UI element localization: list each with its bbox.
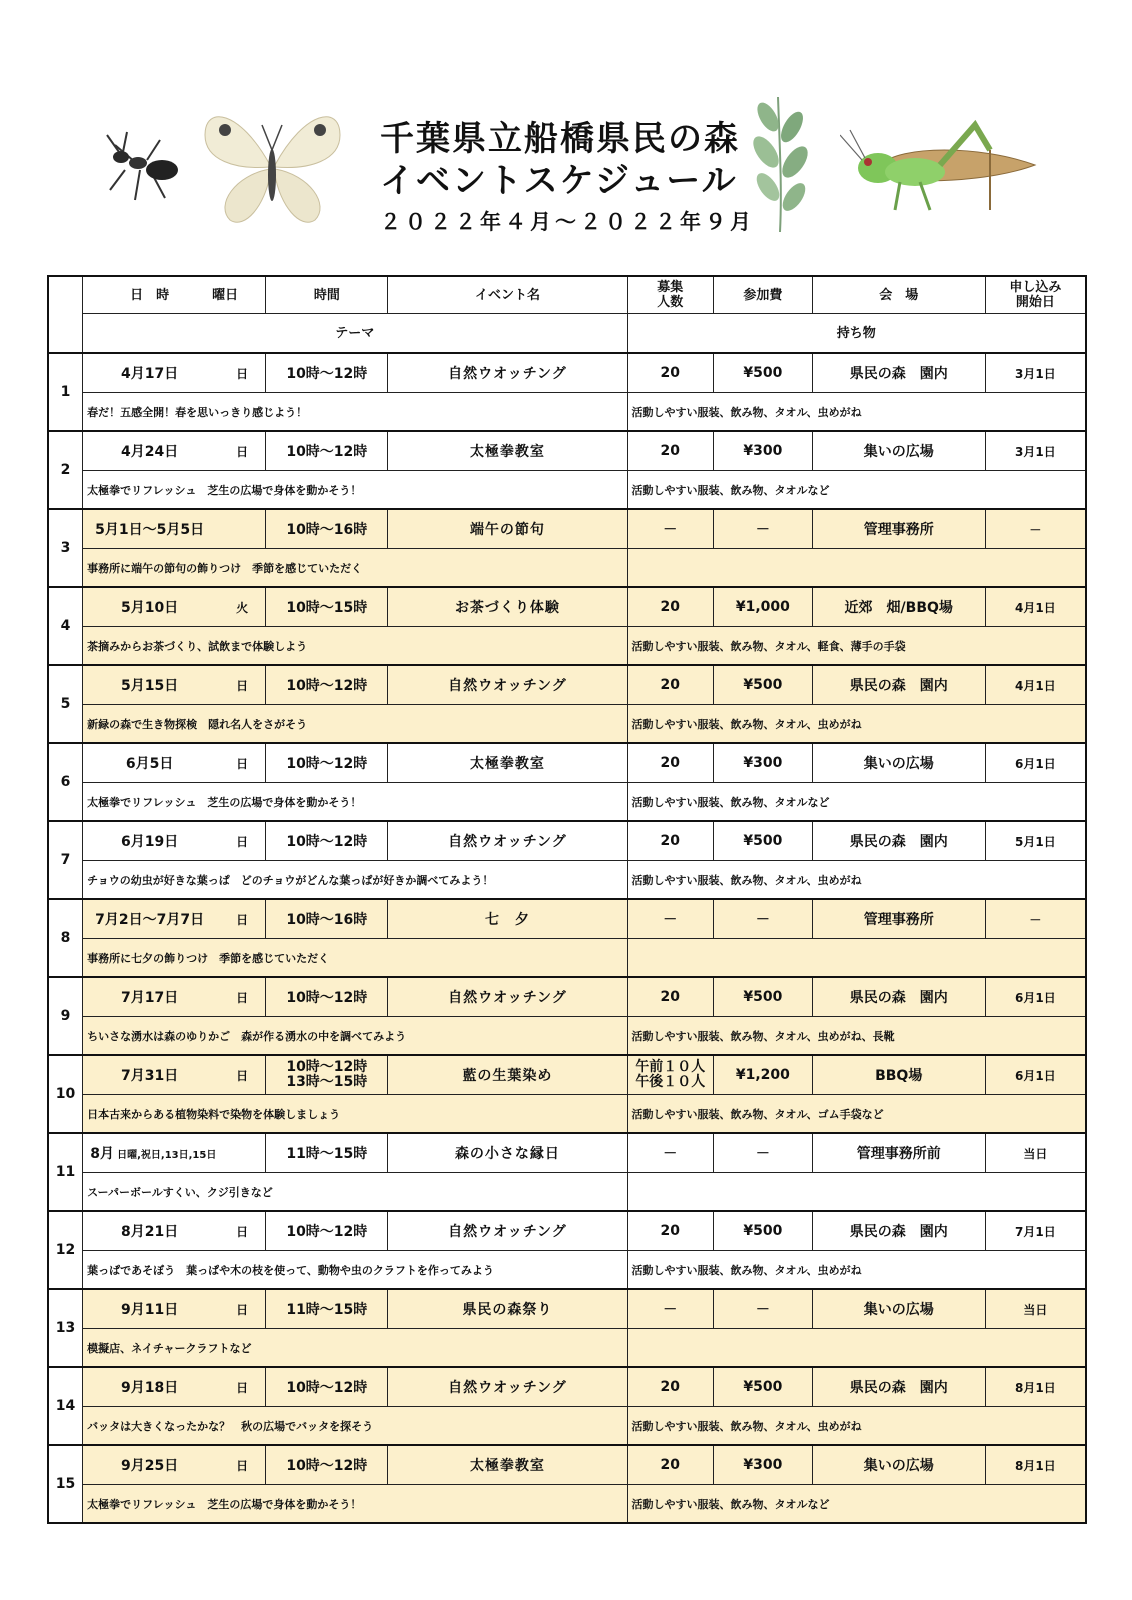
event-items: 活動しやすい服装、飲み物、タオルなど <box>627 471 1086 510</box>
event-capacity: 20 <box>627 587 714 627</box>
event-time: 10時～12時 <box>266 1367 388 1407</box>
event-name: 端午の節句 <box>388 509 627 549</box>
event-fee: ¥300 <box>714 431 813 471</box>
table-row <box>48 977 1086 1017</box>
event-venue: 集いの広場 <box>812 1289 985 1329</box>
row-number: 3 <box>48 509 83 587</box>
table-row <box>48 1133 1086 1173</box>
event-items: 活動しやすい服装、飲み物、タオル、虫めがね <box>627 1251 1086 1290</box>
event-items: 活動しやすい服装、飲み物、タオル、虫めがね、長靴 <box>627 1017 1086 1056</box>
table-row <box>48 587 1086 627</box>
table-row-detail <box>48 1485 1086 1524</box>
event-date: 7月31日 日 <box>83 1055 266 1095</box>
event-name: 県民の森祭り <box>388 1289 627 1329</box>
event-date: 5月15日 日 <box>83 665 266 705</box>
event-apply-start: － <box>985 509 1086 549</box>
event-venue: 県民の森 園内 <box>812 1211 985 1251</box>
event-time: 10時～12時 <box>266 1445 388 1485</box>
schedule-table <box>47 275 1087 1524</box>
event-capacity: 20 <box>627 821 714 861</box>
event-capacity: 午前１０人 午後１０人 <box>627 1055 714 1095</box>
event-apply-start: 3月1日 <box>985 431 1086 471</box>
event-time: 10時～16時 <box>266 899 388 939</box>
header <box>0 0 1132 260</box>
event-theme: ちいさな湧水は森のゆりかご 森が作る湧水の中を調べてみよう <box>83 1017 627 1056</box>
event-capacity: － <box>627 899 714 939</box>
event-weekday: 日 <box>236 757 249 771</box>
grasshopper-icon <box>840 110 1040 220</box>
event-items: 活動しやすい服装、飲み物、タオル、ゴム手袋など <box>627 1095 1086 1134</box>
header-items: 持ち物 <box>627 314 1086 354</box>
event-time: 10時～15時 <box>266 587 388 627</box>
row-number: 1 <box>48 353 83 431</box>
event-capacity: 20 <box>627 353 714 393</box>
event-date: 7月17日 日 <box>83 977 266 1017</box>
event-fee: ¥300 <box>714 1445 813 1485</box>
event-apply-start: 6月1日 <box>985 977 1086 1017</box>
event-date: 4月24日 日 <box>83 431 266 471</box>
event-weekday: 日 <box>236 1459 249 1473</box>
table-row <box>48 1445 1086 1485</box>
event-apply-start: － <box>985 899 1086 939</box>
table-row-detail <box>48 705 1086 744</box>
row-number: 6 <box>48 743 83 821</box>
event-date: 4月17日 日 <box>83 353 266 393</box>
event-theme: 模擬店、ネイチャークラフトなど <box>83 1329 627 1368</box>
butterfly-icon <box>200 105 345 230</box>
event-time: 10時～12時 <box>266 1211 388 1251</box>
event-fee: － <box>714 1289 813 1329</box>
event-capacity: － <box>627 509 714 549</box>
event-apply-start: 7月1日 <box>985 1211 1086 1251</box>
event-fee: ¥500 <box>714 353 813 393</box>
event-date: 6月5日 日 <box>83 743 266 783</box>
event-items: 活動しやすい服装、飲み物、タオルなど <box>627 1485 1086 1524</box>
event-weekday: 日 <box>236 1225 249 1239</box>
table-row-detail <box>48 1329 1086 1368</box>
event-apply-start: 3月1日 <box>985 353 1086 393</box>
event-name: 自然ウオッチング <box>388 1367 627 1407</box>
event-name: 太極拳教室 <box>388 1445 627 1485</box>
table-row <box>48 1367 1086 1407</box>
event-date: 9月18日 日 <box>83 1367 266 1407</box>
event-name: 七 夕 <box>388 899 627 939</box>
event-items: 活動しやすい服装、飲み物、タオル、虫めがね <box>627 1407 1086 1446</box>
event-time: 10時～12時 <box>266 665 388 705</box>
event-theme: スーパーボールすくい、クジ引きなど <box>83 1173 627 1212</box>
header-theme: テーマ <box>83 314 627 354</box>
event-theme: 太極拳でリフレッシュ 芝生の広場で身体を動かそう！ <box>83 783 627 822</box>
row-number: 8 <box>48 899 83 977</box>
event-name: 藍の生葉染め <box>388 1055 627 1095</box>
event-items: 活動しやすい服装、飲み物、タオル、軽食、薄手の手袋 <box>627 627 1086 666</box>
event-weekday: 日曜,祝日,13日,15日 <box>117 1150 217 1161</box>
row-number: 2 <box>48 431 83 509</box>
event-date: 5月10日 火 <box>83 587 266 627</box>
event-apply-start: 6月1日 <box>985 743 1086 783</box>
event-theme: 葉っぱであそぼう 葉っぱや木の枝を使って、動物や虫のクラフトを作ってみよう <box>83 1251 627 1290</box>
event-date: 5月1日～5月5日 <box>83 509 266 549</box>
event-time: 10時～12時 13時～15時 <box>266 1055 388 1095</box>
event-fee: ¥500 <box>714 977 813 1017</box>
event-name: 自然ウオッチング <box>388 353 627 393</box>
event-fee: ¥1,200 <box>714 1055 813 1095</box>
event-theme: 春だ！五感全開！春を思いっきり感じよう！ <box>83 393 627 432</box>
event-capacity: － <box>627 1133 714 1173</box>
table-row-detail <box>48 1407 1086 1446</box>
event-venue: 県民の森 園内 <box>812 353 985 393</box>
row-number: 15 <box>48 1445 83 1523</box>
event-name: 自然ウオッチング <box>388 665 627 705</box>
event-name: 太極拳教室 <box>388 743 627 783</box>
header-time: 時間 <box>266 276 388 314</box>
schedule-rows <box>48 353 1086 1523</box>
event-fee: － <box>714 509 813 549</box>
event-name: 森の小さな縁日 <box>388 1133 627 1173</box>
event-time: 11時～15時 <box>266 1289 388 1329</box>
event-venue: 県民の森 園内 <box>812 821 985 861</box>
event-theme: 茶摘みからお茶づくり、試飲まで体験しよう <box>83 627 627 666</box>
event-capacity: 20 <box>627 743 714 783</box>
header-event: イベント名 <box>388 276 627 314</box>
event-capacity: 20 <box>627 431 714 471</box>
event-apply-start: 当日 <box>985 1133 1086 1173</box>
event-weekday: 日 <box>236 835 249 849</box>
event-apply-start: 4月1日 <box>985 587 1086 627</box>
event-apply-start: 6月1日 <box>985 1055 1086 1095</box>
event-name: お茶づくり体験 <box>388 587 627 627</box>
event-date: 6月19日 日 <box>83 821 266 861</box>
event-weekday: 火 <box>236 601 249 615</box>
event-theme: 事務所に七夕の飾りつけ 季節を感じていただく <box>83 939 627 978</box>
table-row-detail <box>48 1095 1086 1134</box>
event-theme: 事務所に端午の節句の飾りつけ 季節を感じていただく <box>83 549 627 588</box>
event-theme: 太極拳でリフレッシュ 芝生の広場で身体を動かそう！ <box>83 471 627 510</box>
event-time: 10時～12時 <box>266 431 388 471</box>
event-name: 自然ウオッチング <box>388 1211 627 1251</box>
title-period: ２０２２年４月～２０２２年９月 <box>380 210 755 234</box>
row-number: 5 <box>48 665 83 743</box>
table-row-detail <box>48 549 1086 588</box>
event-time: 11時～15時 <box>266 1133 388 1173</box>
event-theme: 新緑の森で生き物探検 隠れ名人をさがそう <box>83 705 627 744</box>
event-capacity: － <box>627 1289 714 1329</box>
event-venue: 管理事務所前 <box>812 1133 985 1173</box>
event-time: 10時～12時 <box>266 353 388 393</box>
event-date: 8月 日曜,祝日,13日,15日 <box>83 1133 266 1173</box>
event-capacity: 20 <box>627 665 714 705</box>
table-row <box>48 821 1086 861</box>
event-fee: － <box>714 899 813 939</box>
event-capacity: 20 <box>627 1445 714 1485</box>
event-name: 自然ウオッチング <box>388 977 627 1017</box>
event-apply-start: 5月1日 <box>985 821 1086 861</box>
table-row-detail <box>48 627 1086 666</box>
event-items <box>627 1329 1086 1368</box>
event-weekday: 日 <box>236 1069 249 1083</box>
event-weekday: 日 <box>236 1303 249 1317</box>
event-fee: ¥500 <box>714 821 813 861</box>
row-number: 13 <box>48 1289 83 1367</box>
event-time: 10時～12時 <box>266 977 388 1017</box>
table-row-detail <box>48 783 1086 822</box>
event-venue: BBQ場 <box>812 1055 985 1095</box>
event-time: 10時～12時 <box>266 743 388 783</box>
event-capacity: 20 <box>627 1367 714 1407</box>
event-date: 8月21日 日 <box>83 1211 266 1251</box>
table-row <box>48 665 1086 705</box>
table-row <box>48 509 1086 549</box>
table-row-detail <box>48 471 1086 510</box>
event-time: 10時～12時 <box>266 821 388 861</box>
event-date: 9月25日 日 <box>83 1445 266 1485</box>
header-apply-start: 申し込み開始日 <box>985 276 1086 314</box>
event-apply-start: 8月1日 <box>985 1367 1086 1407</box>
table-row-detail <box>48 1173 1086 1212</box>
event-time: 10時～16時 <box>266 509 388 549</box>
event-venue: 集いの広場 <box>812 1445 985 1485</box>
row-number: 7 <box>48 821 83 899</box>
event-name: 自然ウオッチング <box>388 821 627 861</box>
row-number: 9 <box>48 977 83 1055</box>
event-apply-start: 4月1日 <box>985 665 1086 705</box>
event-venue: 近郊 畑/BBQ場 <box>812 587 985 627</box>
title-line1: 千葉県立船橋県民の森 <box>380 119 740 159</box>
table-row-detail <box>48 861 1086 900</box>
event-fee: ¥1,000 <box>714 587 813 627</box>
event-weekday: 日 <box>236 1381 249 1395</box>
header-capacity: 募集人数 <box>627 276 714 314</box>
event-items: 活動しやすい服装、飲み物、タオル、虫めがね <box>627 705 1086 744</box>
event-capacity: 20 <box>627 1211 714 1251</box>
table-row <box>48 353 1086 393</box>
row-number: 12 <box>48 1211 83 1289</box>
event-items: 活動しやすい服装、飲み物、タオルなど <box>627 783 1086 822</box>
event-theme: バッタは大きくなったかな？ 秋の広場でバッタを探そう <box>83 1407 627 1446</box>
event-capacity: 20 <box>627 977 714 1017</box>
event-venue: 県民の森 園内 <box>812 665 985 705</box>
event-venue: 県民の森 園内 <box>812 1367 985 1407</box>
event-apply-start: 8月1日 <box>985 1445 1086 1485</box>
table-row-detail <box>48 1017 1086 1056</box>
event-items: 活動しやすい服装、飲み物、タオル、虫めがね <box>627 861 1086 900</box>
event-apply-start: 当日 <box>985 1289 1086 1329</box>
event-fee: ¥500 <box>714 1367 813 1407</box>
event-items <box>627 549 1086 588</box>
event-venue: 集いの広場 <box>812 431 985 471</box>
table-row <box>48 743 1086 783</box>
table-row-detail <box>48 393 1086 432</box>
table-row-detail <box>48 1251 1086 1290</box>
event-weekday: 日 <box>236 367 249 381</box>
event-venue: 管理事務所 <box>812 509 985 549</box>
event-venue: 県民の森 園内 <box>812 977 985 1017</box>
event-weekday: 日 <box>236 991 249 1005</box>
event-fee: ¥300 <box>714 743 813 783</box>
header-datetime: 日 時 曜日 <box>83 276 266 314</box>
title-block <box>380 118 770 236</box>
table-row <box>48 1289 1086 1329</box>
row-number: 4 <box>48 587 83 665</box>
event-weekday: 日 <box>236 913 249 927</box>
event-date: 7月2日～7月7日 日 <box>83 899 266 939</box>
header-venue: 会 場 <box>812 276 985 314</box>
row-number: 11 <box>48 1133 83 1211</box>
event-theme: チョウの幼虫が好きな葉っぱ どのチョウがどんな葉っぱが好きか調べてみよう！ <box>83 861 627 900</box>
table-row <box>48 431 1086 471</box>
table-row <box>48 899 1086 939</box>
table-row <box>48 1211 1086 1251</box>
event-theme: 太極拳でリフレッシュ 芝生の広場で身体を動かそう！ <box>83 1485 627 1524</box>
event-venue: 集いの広場 <box>812 743 985 783</box>
event-weekday: 日 <box>236 445 249 459</box>
table-row-detail <box>48 939 1086 978</box>
event-items <box>627 1173 1086 1212</box>
table-row <box>48 1055 1086 1095</box>
event-name: 太極拳教室 <box>388 431 627 471</box>
event-weekday: 日 <box>236 679 249 693</box>
title-line2: イベントスケジュール <box>380 161 738 201</box>
event-fee: － <box>714 1133 813 1173</box>
event-theme: 日本古来からある植物染料で染物を体験しましょう <box>83 1095 627 1134</box>
row-number: 10 <box>48 1055 83 1133</box>
event-date: 9月11日 日 <box>83 1289 266 1329</box>
ant-icon <box>105 130 185 205</box>
event-items: 活動しやすい服装、飲み物、タオル、虫めがね <box>627 393 1086 432</box>
event-fee: ¥500 <box>714 1211 813 1251</box>
header-fee: 参加費 <box>714 276 813 314</box>
event-venue: 管理事務所 <box>812 899 985 939</box>
event-fee: ¥500 <box>714 665 813 705</box>
row-number: 14 <box>48 1367 83 1445</box>
event-items <box>627 939 1086 978</box>
header-number <box>48 276 83 353</box>
